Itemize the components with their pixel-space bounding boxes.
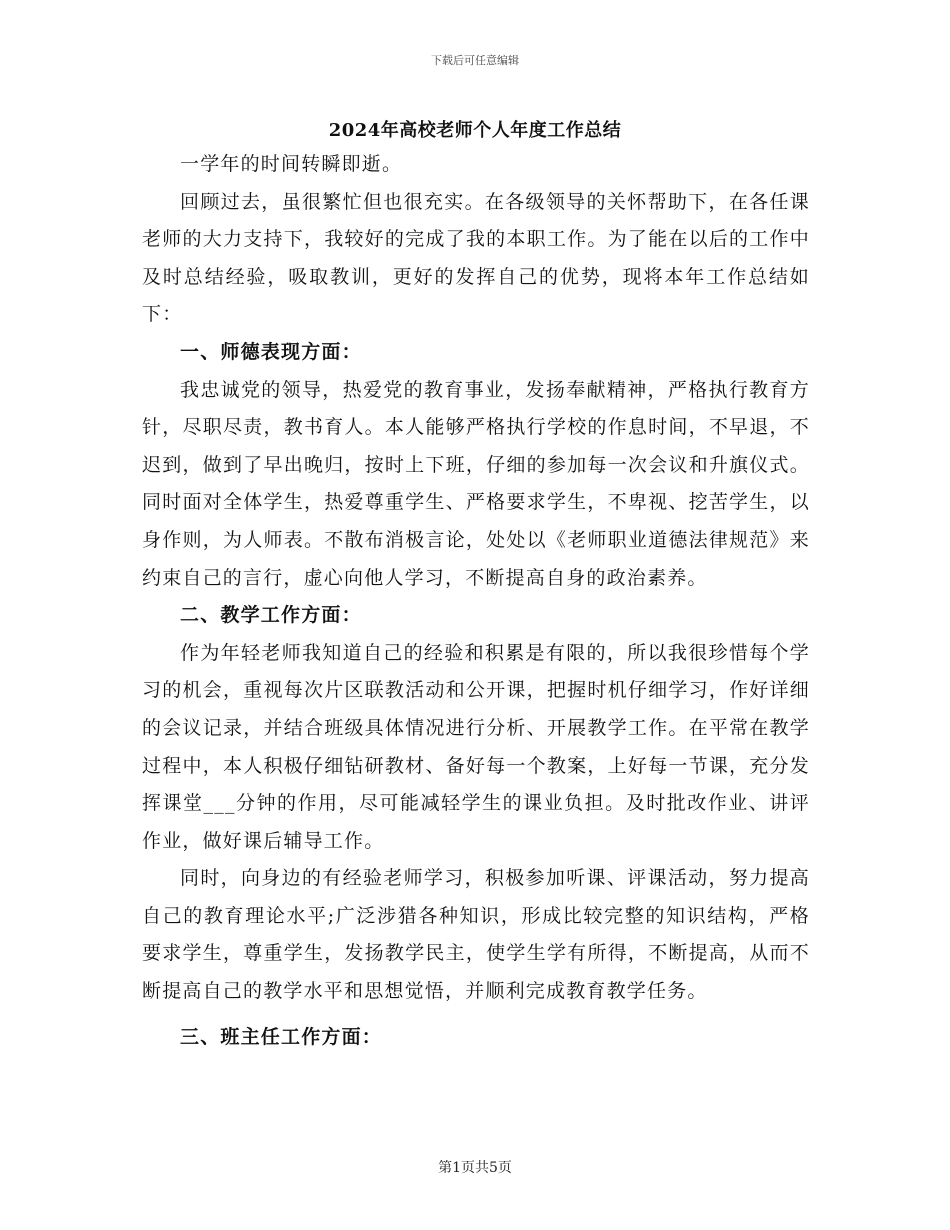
page-number: 第1页共5页 — [438, 1160, 512, 1176]
body-paragraph: 我忠诚党的领导，热爱党的教育事业，发扬奉献精神，严格执行教育方针，尽职尽责，教书育人。本人能够严格执行学校的作息时间，不早退，不迟到，做到了早出晚归，按时上下班，仔细的参加每一次会议和升旗仪式。同时面对全体学生，热爱尊重学生、严格要求学生，不卑视、挖苦学生，以身作则，为人师表。不散布消极言论，处处以《老师职业道德法律规范》来约束自己的言行，虚心向他人学习，不断提高自身的政治素养。 — [142, 378, 810, 589]
intro-paragraph: 回顾过去，虽很繁忙但也很充实。在各级领导的关怀帮助下，在各任课老师的大力支持下，我较好的完成了我的本职工作。为了能在以后的工作中及时总结经验，吸取教训，更好的发挥自己的优势，现将本年工作总结如下： — [142, 190, 810, 326]
document-body — [142, 146, 810, 1056]
intro-paragraph: 一学年的时间转瞬即逝。 — [180, 153, 403, 175]
section-heading: 二、教学工作方面： — [180, 604, 362, 627]
section-heading: 三、班主任工作方面： — [180, 1025, 383, 1048]
header-note: 下载后可任意编辑 — [431, 54, 519, 67]
section-heading: 一、师德表现方面： — [180, 340, 362, 363]
document-title: 2024年高校老师个人年度工作总结 — [328, 120, 622, 141]
body-paragraph: 同时，向身边的有经验老师学习，积极参加听课、评课活动，努力提高自己的教育理论水平;广泛涉猎各种知识，形成比较完整的知识结构，严格要求学生，尊重学生，发扬教学民主，使学生学有所得，不断提高，从而不断提高自己的教学水平和思想觉悟，并顺利完成教育教学任务。 — [142, 867, 810, 1003]
body-paragraph: 作为年轻老师我知道自己的经验和积累是有限的，所以我很珍惜每个学习的机会，重视每次片区联教活动和公开课，把握时机仔细学习，作好详细的会议记录，并结合班级具体情况进行分析、开展教学工作。在平常在教学过程中，本人积极仔细钻研教材、备好每一个教案，上好每一节课，充分发挥课堂___分钟的作用，尽可能减轻学生的课业负担。及时批改作业、讲评作业，做好课后辅导工作。 — [142, 641, 810, 852]
